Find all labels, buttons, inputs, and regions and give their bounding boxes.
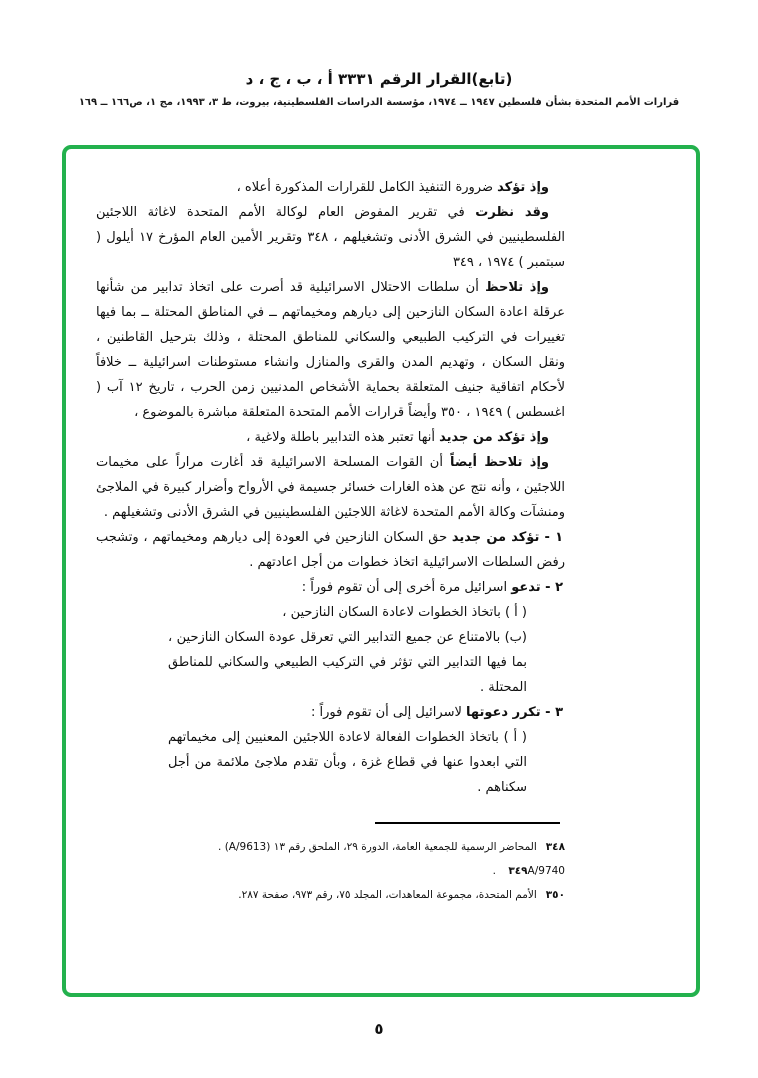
resolution-text [96, 175, 565, 908]
page-header [0, 70, 758, 108]
paragraph-text: أن سلطات الاحتلال الاسرائيلية قد أصرت على اتخاذ تدابير من شأنها عرقلة اعادة السكان النازحين إلى ديارهم ومخيماتهم ــ في المناطق المحتلة ــ بما فيها تغييرات في التركيب الطبيعي والسكاني للمناطق المحتلة ، وذلك بترحيل القاطنين ، ونقل السكان ، وتهديم المدن والقرى والمنازل وانشاء مستوطنات اسرائيلية ــ خلافاً لأحكام اتفاقية جنيف المتعلقة بحماية الأشخاص المدنيين زمن الحرب ، تاريخ ١٢ آب ( اغسطس ) ١٩٤٩ ، ٣٥٠ وأيضاً قرارات الأمم المتحدة المتعلقة مباشرة بالموضوع ، [96, 280, 565, 420]
paragraph-lead: وإذ تلاحظ [485, 280, 549, 295]
paragraph-lead: ١ - تؤكد من جديد [451, 530, 563, 545]
paragraph-lead: وإذ تؤكد من جديد [439, 430, 549, 445]
preamble-paragraph-3 [96, 275, 565, 425]
paragraph-text: اسرائيل مرة أخرى إلى أن تقوم فوراً : [301, 580, 512, 595]
preamble-paragraph-1 [96, 175, 565, 200]
paragraph-lead: ٢ - تدعو [511, 580, 563, 595]
document-title: (تابع)القرار الرقم ٣٣٣١ أ ، ب ، ج ، د [245, 70, 513, 88]
preamble-paragraph-4 [96, 425, 565, 450]
footnote-348 [96, 836, 565, 858]
subparagraph-2a [168, 600, 527, 625]
footnote-text: الأمم المتحدة، مجموعة المعاهدات، المجلد ٧٥، رقم ٩٧٣، صفحة ٢٨٧. [238, 889, 537, 901]
paragraph-lead: وإذ تلاحظ أيضاً [449, 455, 549, 470]
footnote-divider [375, 822, 560, 824]
footnotes-section [96, 836, 565, 906]
operative-paragraph-2 [96, 575, 565, 600]
subparagraph-2b [168, 625, 527, 700]
operative-paragraph-1 [96, 525, 565, 575]
paragraph-text: ( أ ) باتخاذ الخطوات لاعادة السكان النازحين ، [282, 605, 527, 620]
paragraph-lead: وقد نظرت [475, 205, 550, 220]
preamble-paragraph-5 [96, 450, 565, 525]
footnote-349 [96, 860, 565, 882]
source-citation: قرارات الأمم المتحدة بشأن فلسطين ١٩٤٧ ــ ١٩٧٤، مؤسسة الدراسات الفلسطينية، بيروت، ط ٣، ١٩٩٣، مج ١، ص١٦٦ ــ ١٦٩ [78, 97, 680, 108]
paragraph-text: لاسرائيل إلى أن تقوم فوراً : [311, 705, 467, 720]
footnote-number: ٣٤٩ [508, 865, 528, 877]
preamble-paragraph-2 [96, 200, 565, 275]
paragraph-lead: وإذ تؤكد [497, 180, 549, 195]
footnote-350 [96, 884, 565, 906]
paragraph-text: (ب) بالامتناع عن جميع التدابير التي تعرقل عودة السكان النازحين ، بما فيها التدابير التي تؤثر في التركيب الطبيعي والسكاني للمناطق المحتلة . [168, 630, 527, 695]
paragraph-text: أنها تعتبر هذه التدابير باطلة ولاغية ، [246, 430, 440, 445]
paragraph-lead: ٣ - تكرر دعوتها [466, 705, 563, 720]
content-frame [62, 145, 700, 997]
subparagraph-3a [168, 725, 527, 800]
paragraph-text: في تقرير المفوض العام لوكالة الأمم المتحدة لاغاثة اللاجئين الفلسطينيين في الشرق الأدنى وتشغيلهم ، ٣٤٨ وتقرير الأمين العام المؤرخ ١٧ أيلول ( سبتمبر ) ١٩٧٤ ، ٣٤٩ [96, 205, 566, 270]
paragraph-text: ضرورة التنفيذ الكامل للقرارات المذكورة أعلاه ، [236, 180, 498, 195]
paragraph-text: حق السكان النازحين في العودة إلى ديارهم ومخيماتهم ، وتشجب رفض السلطات الاسرائيلية اتخاذ خطوات من أجل اعادتهم . [96, 530, 565, 570]
footnote-text: A/9740 . [492, 865, 565, 877]
paragraph-text: أن القوات المسلحة الاسرائيلية قد أغارت مراراً على مخيمات اللاجئين ، وأنه نتج عن هذه الغارات خسائر جسيمة في الأرواح وأضرار كبيرة في الملاجئ ومنشآت وكالة الأمم المتحدة لاغاثة اللاجئين الفلسطينيين في الشرق الأدنى وتشغيلهم . [96, 455, 565, 520]
paragraph-text: ( أ ) باتخاذ الخطوات الفعالة لاعادة اللاجئين المعنيين إلى مخيماتهم التي ابعدوا عنها في قطاع غزة ، وبأن تقدم ملاجئ ملائمة من أجل سكناهم . [168, 730, 527, 795]
page-number: ٥ [374, 1020, 384, 1038]
footnote-number: ٣٤٨ [545, 841, 565, 853]
footnote-text: المحاضر الرسمية للجمعية العامة، الدورة ٢٩، الملحق رقم ١٣ (A/9613) . [218, 841, 537, 853]
operative-paragraph-3 [96, 700, 565, 725]
footnote-number: ٣٥٠ [545, 889, 565, 901]
